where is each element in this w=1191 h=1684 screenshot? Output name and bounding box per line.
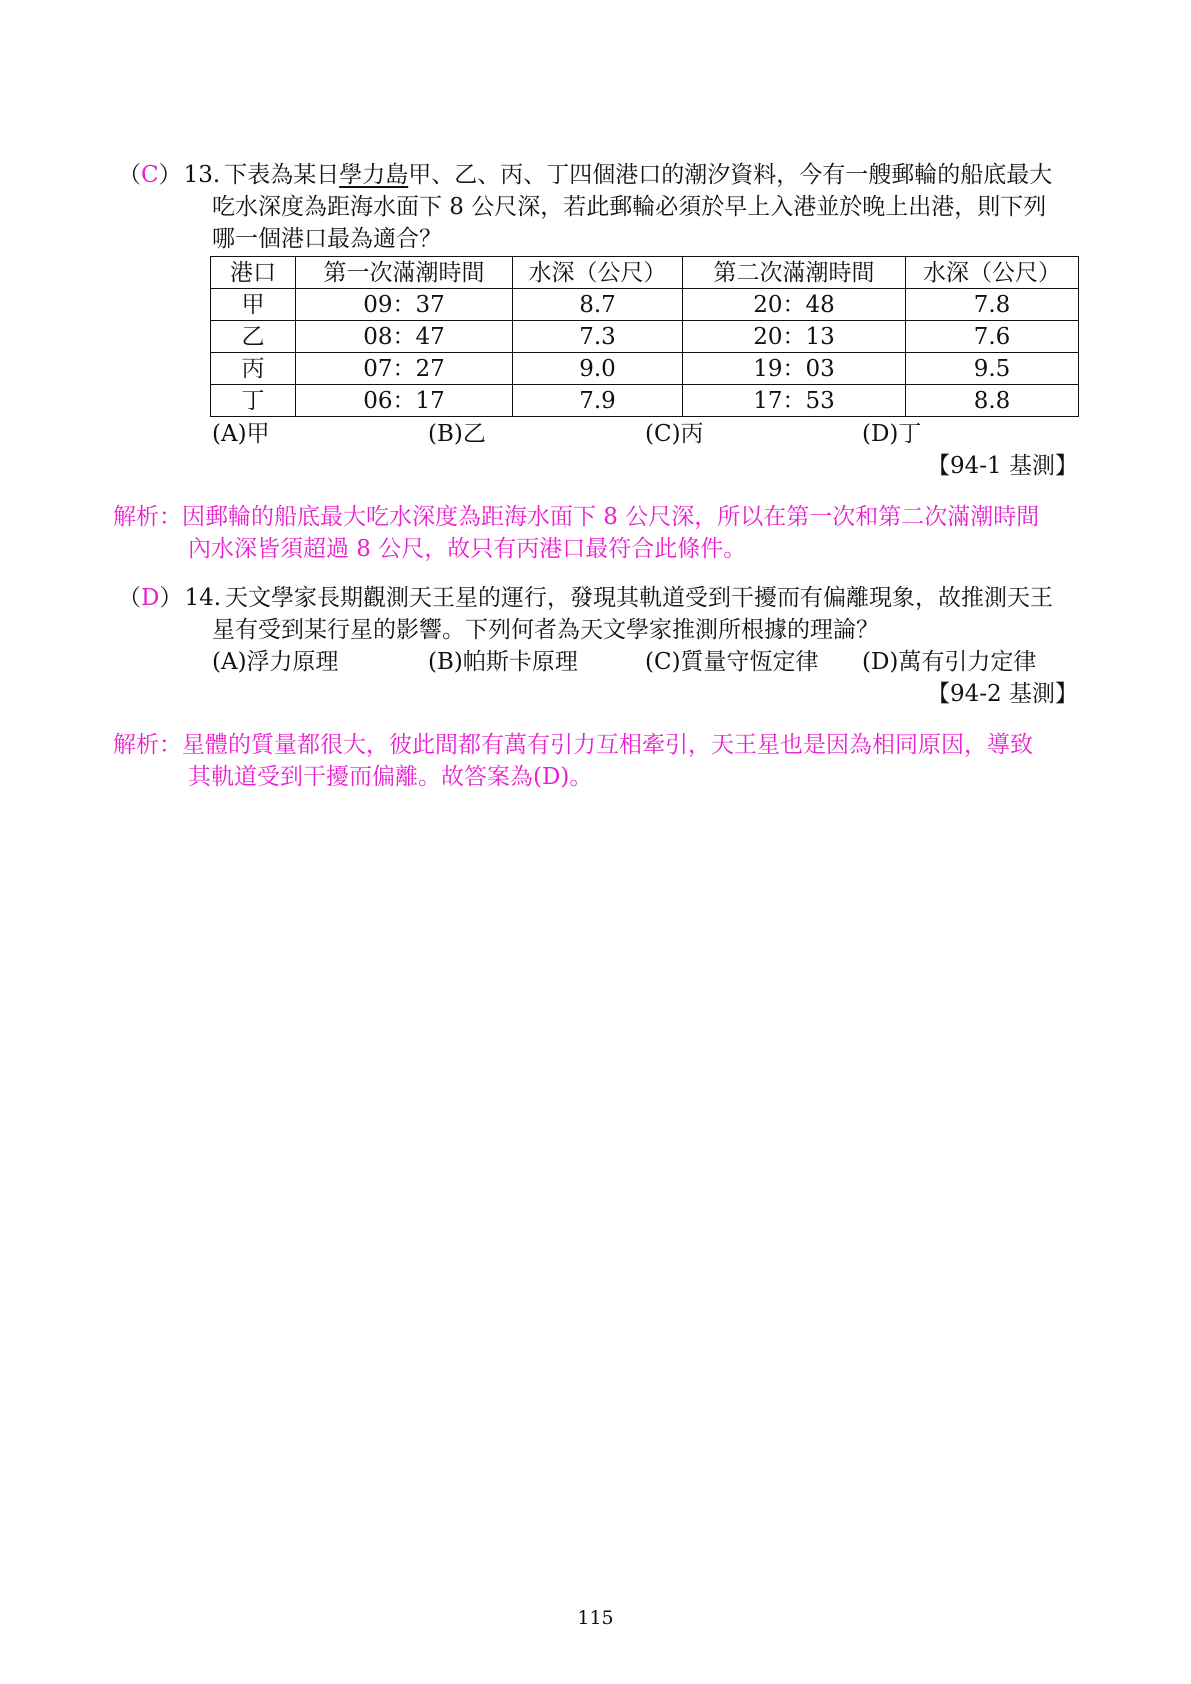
analysis-line-2: 內水深皆須超過 8 公尺，故只有丙港口最符合此條件。 <box>188 536 747 562</box>
question-number: 13. <box>183 162 221 188</box>
answer-letter: C <box>141 162 159 188</box>
cell-time-1: 08：47 <box>296 321 513 353</box>
cell-depth-2: 9.5 <box>906 353 1079 385</box>
question-number: 14. <box>184 585 222 611</box>
cell-depth-2: 7.6 <box>906 321 1079 353</box>
question-text: 甲、乙、丙、丁四個港口的潮汐資料，今有一艘郵輪的船底最大 <box>408 162 1053 188</box>
question-13-line-2: 吃水深度為距海水面下 8 公尺深，若此郵輪必須於早上入港並於晚上出港，則下列 <box>212 194 1047 220</box>
proper-noun-underlined: 學力島 <box>339 162 409 188</box>
exam-source: 【94-1 基測】 <box>927 453 1078 479</box>
cell-time-2: 20：13 <box>683 321 906 353</box>
answer-open-paren: （ <box>118 162 141 188</box>
cell-time-1: 06：17 <box>296 385 513 417</box>
answer-close-paren: ） <box>159 585 183 611</box>
cell-depth-1: 7.3 <box>513 321 683 353</box>
cell-port: 丙 <box>211 353 296 385</box>
analysis-line-1 <box>113 501 1039 533</box>
cell-depth-2: 8.8 <box>906 385 1079 417</box>
option-a: (A)甲 <box>212 421 270 447</box>
header-depth-1: 水深（公尺） <box>513 257 683 289</box>
analysis-line-2: 其軌道受到干擾而偏離。故答案為(D)。 <box>188 764 593 790</box>
cell-depth-1: 8.7 <box>513 289 683 321</box>
answer-open-paren: （ <box>118 585 141 611</box>
analysis-line-1 <box>113 729 1033 761</box>
table-header-row <box>211 257 1079 289</box>
cell-port: 甲 <box>211 289 296 321</box>
cell-time-1: 07：27 <box>296 353 513 385</box>
cell-port: 乙 <box>211 321 296 353</box>
option-b: (B)乙 <box>428 421 486 447</box>
option-c: (C)丙 <box>645 421 704 447</box>
question-text: 下表為某日 <box>224 162 340 188</box>
cell-time-2: 19：03 <box>683 353 906 385</box>
cell-time-1: 09：37 <box>296 289 513 321</box>
table-row <box>211 321 1079 353</box>
analysis-text: 因郵輪的船底最大吃水深度為距海水面下 8 公尺深，所以在第一次和第二次滿潮時間 <box>182 504 1040 530</box>
cell-port: 丁 <box>211 385 296 417</box>
cell-depth-2: 7.8 <box>906 289 1079 321</box>
analysis-label: 解析： <box>113 732 182 758</box>
table-row <box>211 353 1079 385</box>
analysis-label: 解析： <box>113 504 182 530</box>
header-depth-2: 水深（公尺） <box>906 257 1079 289</box>
exam-source: 【94-2 基測】 <box>927 681 1078 707</box>
table-row <box>211 289 1079 321</box>
cell-time-2: 20：48 <box>683 289 906 321</box>
cell-time-2: 17：53 <box>683 385 906 417</box>
question-13-line-1 <box>118 159 1052 191</box>
header-port: 港口 <box>211 257 296 289</box>
option-c: (C)質量守恆定律 <box>645 649 819 675</box>
header-second-high-tide: 第二次滿潮時間 <box>683 257 906 289</box>
question-13-line-3: 哪一個港口最為適合？ <box>212 226 442 252</box>
page-number: 115 <box>577 1607 614 1629</box>
option-b: (B)帕斯卡原理 <box>428 649 578 675</box>
table-row <box>211 385 1079 417</box>
option-d: (D)萬有引力定律 <box>862 649 1037 675</box>
cell-depth-1: 7.9 <box>513 385 683 417</box>
answer-close-paren: ） <box>158 162 182 188</box>
option-d: (D)丁 <box>862 421 922 447</box>
answer-letter: D <box>141 585 160 611</box>
tide-table <box>210 256 1079 417</box>
header-first-high-tide: 第一次滿潮時間 <box>296 257 513 289</box>
question-14-line-1 <box>118 582 1053 614</box>
analysis-text: 星體的質量都很大，彼此間都有萬有引力互相牽引，天王星也是因為相同原因，導致 <box>182 732 1033 758</box>
option-a: (A)浮力原理 <box>212 649 339 675</box>
cell-depth-1: 9.0 <box>513 353 683 385</box>
question-text: 天文學家長期觀測天王星的運行，發現其軌道受到干擾而有偏離現象，故推測天王 <box>225 585 1054 611</box>
question-14-line-2: 星有受到某行星的影響。下列何者為天文學家推測所根據的理論？ <box>212 617 879 643</box>
